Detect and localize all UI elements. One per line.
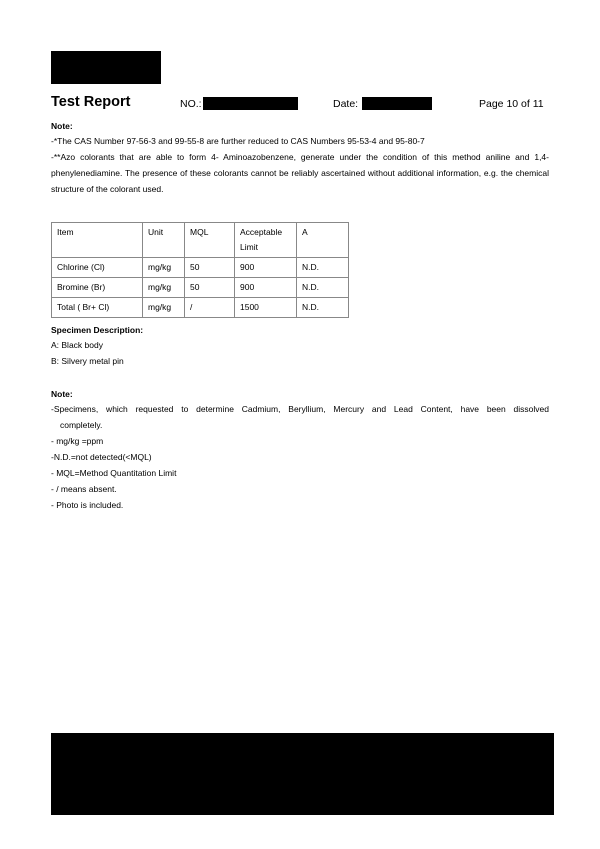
cell-unit: mg/kg: [143, 258, 185, 278]
note2-specimens-line-cont: completely.: [60, 420, 103, 430]
note2-photo-line: - Photo is included.: [51, 500, 124, 510]
cell-limit: 900: [235, 278, 297, 298]
footer-redaction: [51, 733, 554, 815]
report-number-redaction: [203, 97, 298, 110]
note2-absent-line: - / means absent.: [51, 484, 117, 494]
header-item: Item: [52, 223, 143, 258]
cell-item: Bromine (Br): [52, 278, 143, 298]
specimen-heading: Specimen Description:: [51, 325, 144, 335]
note-azo-paragraph: -**Azo colorants that are able to form 4- Aminoazobenzene, generate under the condition of this method aniline and 1,4-phenylenediamine. The presence of these colorants cannot be reliably ascertained without additional information, e.g. the chemical structure of the colorant used.: [51, 152, 549, 194]
cell-result: N.D.: [297, 298, 349, 318]
header-specimen-a: A: [297, 223, 349, 258]
table-row: [52, 258, 349, 278]
note2-ppm-line: - mg/kg =ppm: [51, 436, 104, 446]
header-acceptable-limit: Acceptable Limit: [235, 223, 297, 258]
specimen-a: A: Black body: [51, 340, 103, 350]
note2-heading: Note:: [51, 389, 73, 399]
cell-mql: 50: [185, 258, 235, 278]
note2-mql-line: - MQL=Method Quantitation Limit: [51, 468, 177, 478]
note-heading: Note:: [51, 121, 73, 131]
cell-item: Chlorine (Cl): [52, 258, 143, 278]
report-title: Test Report: [51, 94, 131, 110]
report-date-label: Date:: [333, 98, 359, 110]
header-mql: MQL: [185, 223, 235, 258]
cell-unit: mg/kg: [143, 298, 185, 318]
results-table: [51, 222, 349, 318]
cell-item: Total ( Br+ Cl): [52, 298, 143, 318]
note2-nd-line: -N.D.=not detected(<MQL): [51, 452, 152, 462]
cell-unit: mg/kg: [143, 278, 185, 298]
cell-result: N.D.: [297, 278, 349, 298]
cell-result: N.D.: [297, 258, 349, 278]
specimen-b: B: Silvery metal pin: [51, 356, 124, 366]
logo-redaction: [51, 51, 161, 84]
table-row: [52, 278, 349, 298]
note-cas-line: -*The CAS Number 97-56-3 and 99-55-8 are further reduced to CAS Numbers 95-53-4 and 95-80-7: [51, 136, 425, 146]
cell-limit: 900: [235, 258, 297, 278]
cell-mql: /: [185, 298, 235, 318]
table-header-row: [52, 223, 349, 258]
cell-limit: 1500: [235, 298, 297, 318]
cell-mql: 50: [185, 278, 235, 298]
report-date-redaction: [362, 97, 432, 110]
report-number-label: NO.:: [180, 98, 202, 110]
page-indicator: Page 10 of 11: [479, 98, 544, 110]
table-row: [52, 298, 349, 318]
note2-specimens-line: -Specimens, which requested to determine Cadmium, Beryllium, Mercury and Lead Content, have been dissolved: [51, 404, 549, 414]
header-unit: Unit: [143, 223, 185, 258]
